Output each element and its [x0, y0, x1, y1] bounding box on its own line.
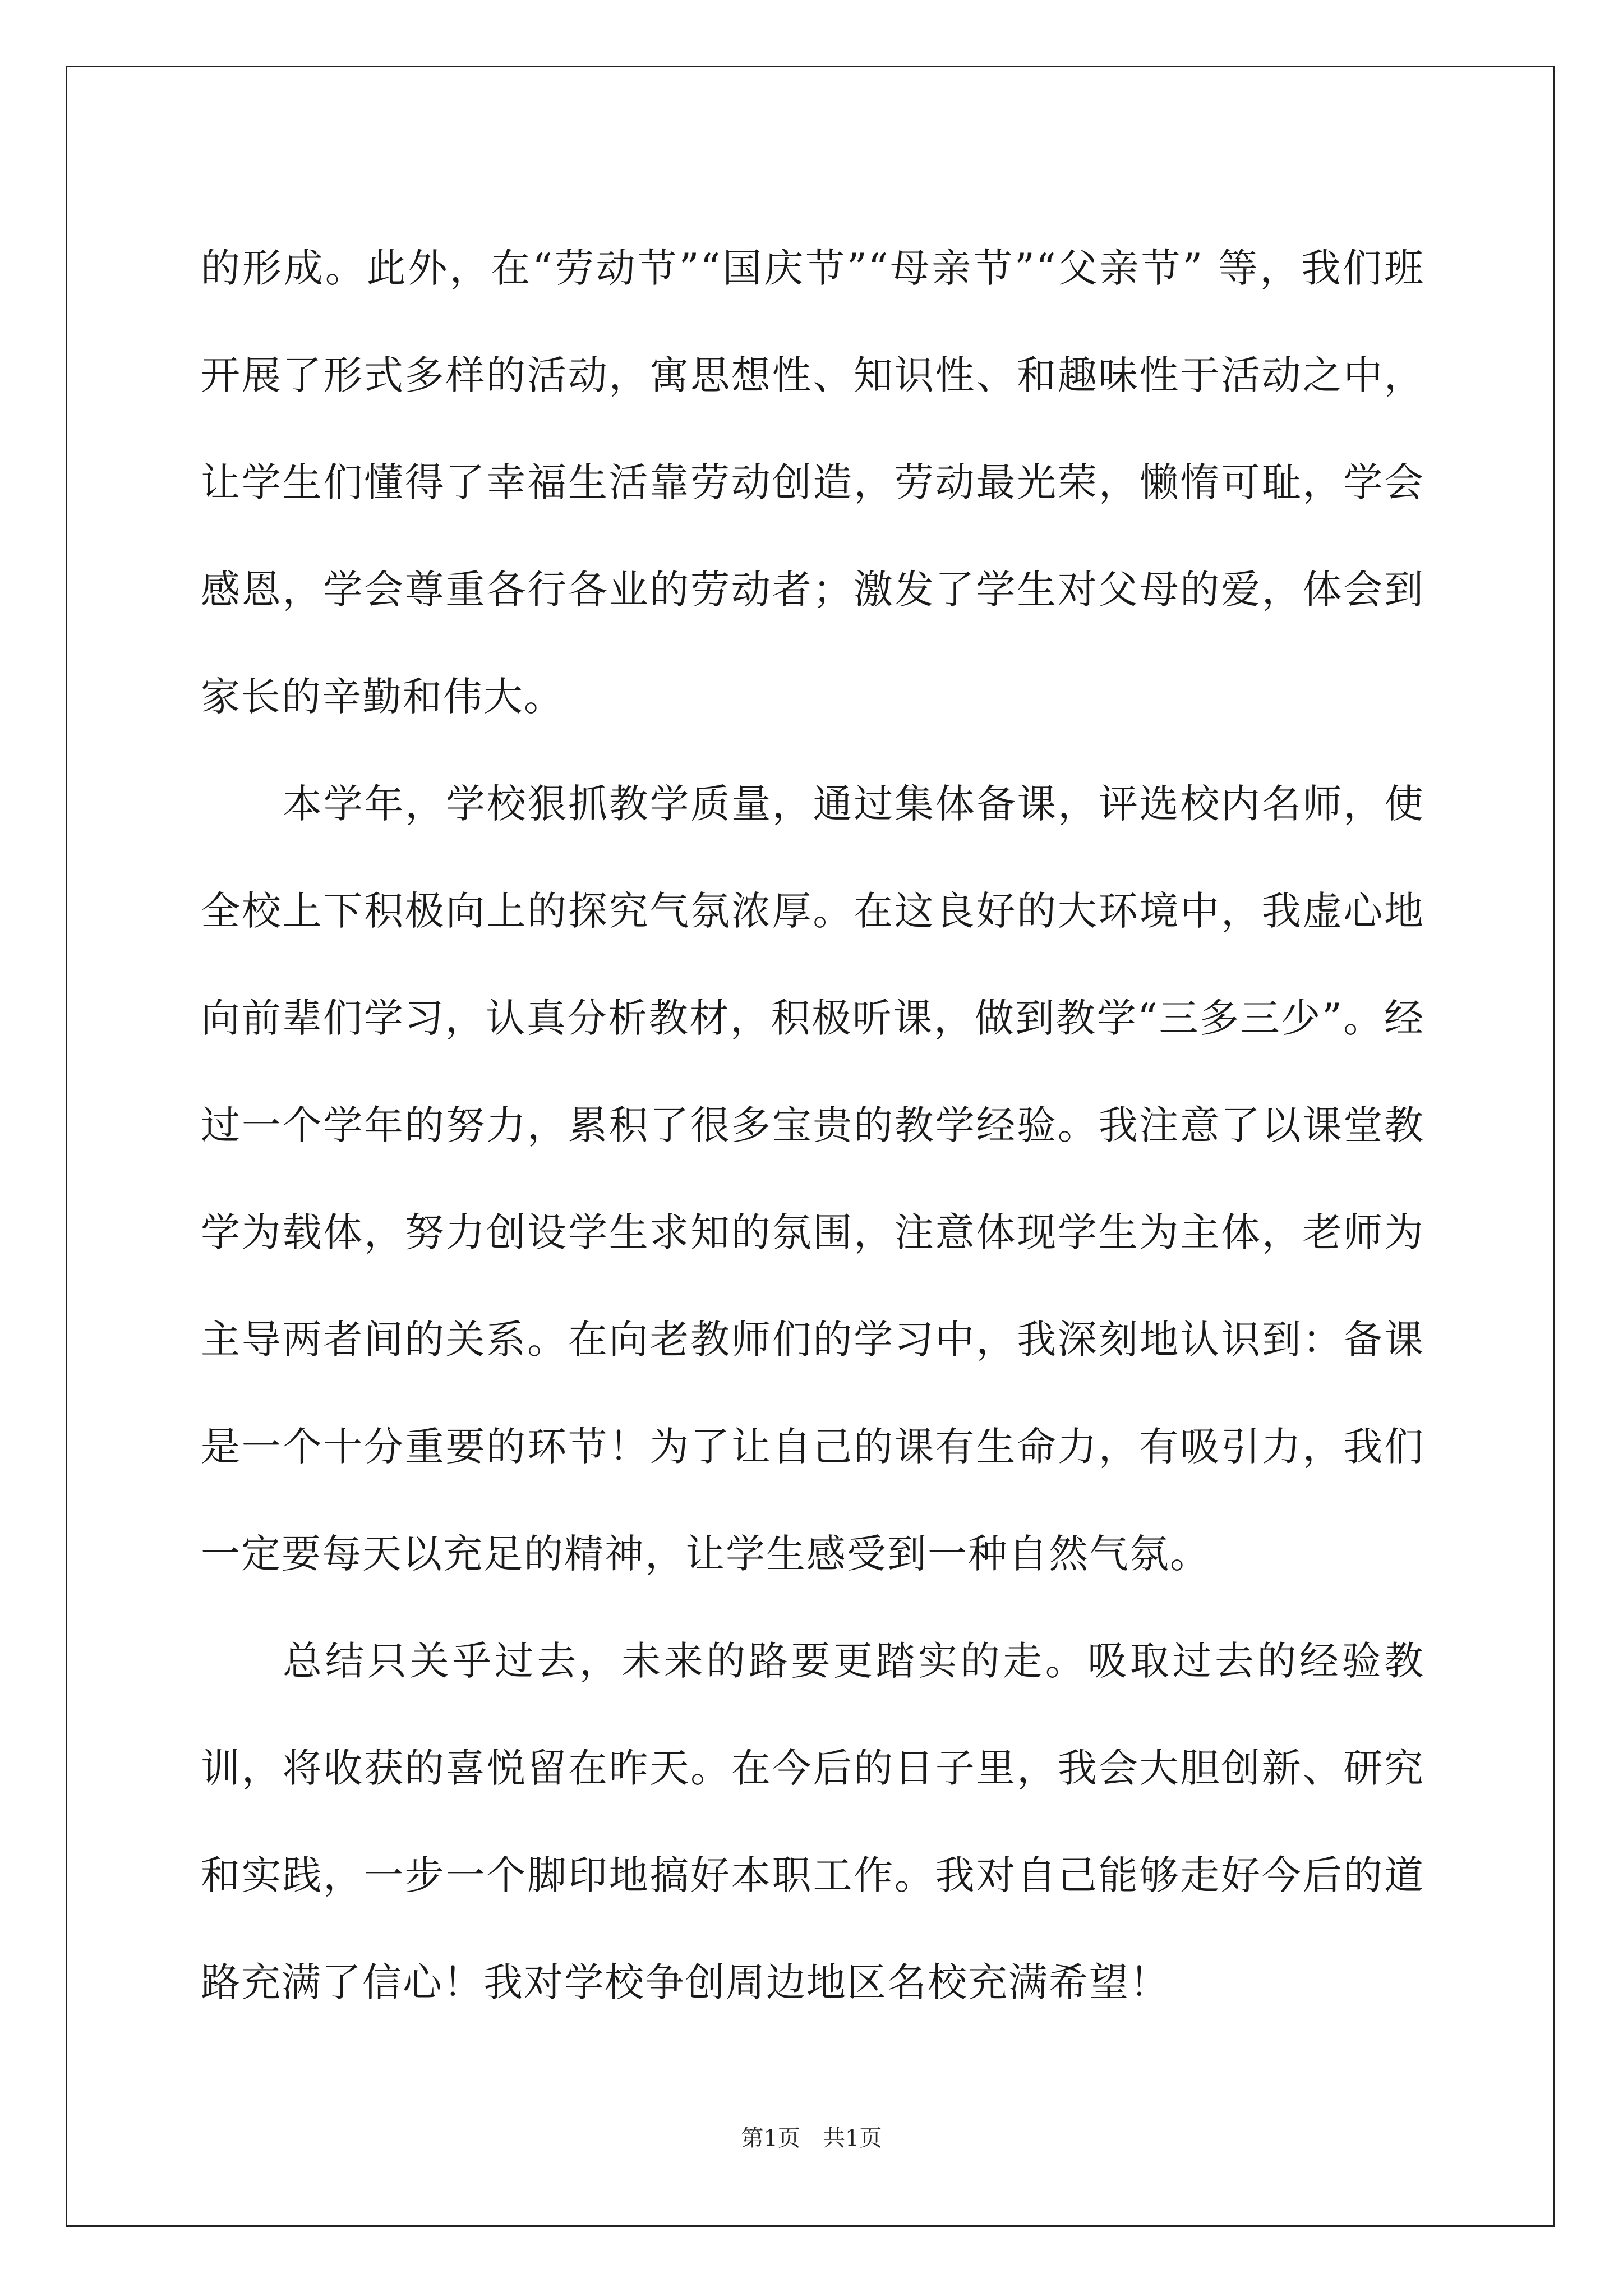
paragraph-3: 总结只关乎过去，未来的路要更踏实的走。吸取过去的经验教训，将收获的喜悦留在昨天。在今后的日子里，我会大胆创新、研究和实践，一步一个脚印地搞好本职工作。我对自己能够走好今后的道路充满了信心！我对学校争创周边地区名校充满希望！ [201, 1638, 1424, 2005]
paragraph-2: 本学年，学校狠抓教学质量，通过集体备课，评选校内名师，使全校上下积极向上的探究气氛浓厚。在这良好的大环境中，我虚心地向前辈们学习，认真分析教材，积极听课，做到教学“三多三少”。经过一个学年的努力，累积了很多宝贵的教学经验。我注意了以课堂教学为载体，努力创设学生求知的氛围，注意体现学生为主体，老师为主导两者间的关系。在向老教师们的学习中，我深刻地认识到：备课是一个十分重要的环节！为了让自己的课有生命力，有吸引力，我们一定要每天以充足的精神，让学生感受到一种自然气氛。 [201, 781, 1424, 1577]
page-footer: 第1页 共1页 [741, 2125, 882, 2151]
document-body [201, 215, 1424, 2036]
paragraph-1: 的形成。此外，在“劳动节”“国庆节”“母亲节”“父亲节” 等，我们班开展了形式多样的活动，寓思想性、知识性、和趣味性于活动之中，让学生们懂得了幸福生活靠劳动创造，劳动最光荣，懒惰可耻，学会感恩，学会尊重各行各业的劳动者；激发了学生对父母的爱，体会到家长的辛勤和伟大。 [201, 245, 1424, 720]
